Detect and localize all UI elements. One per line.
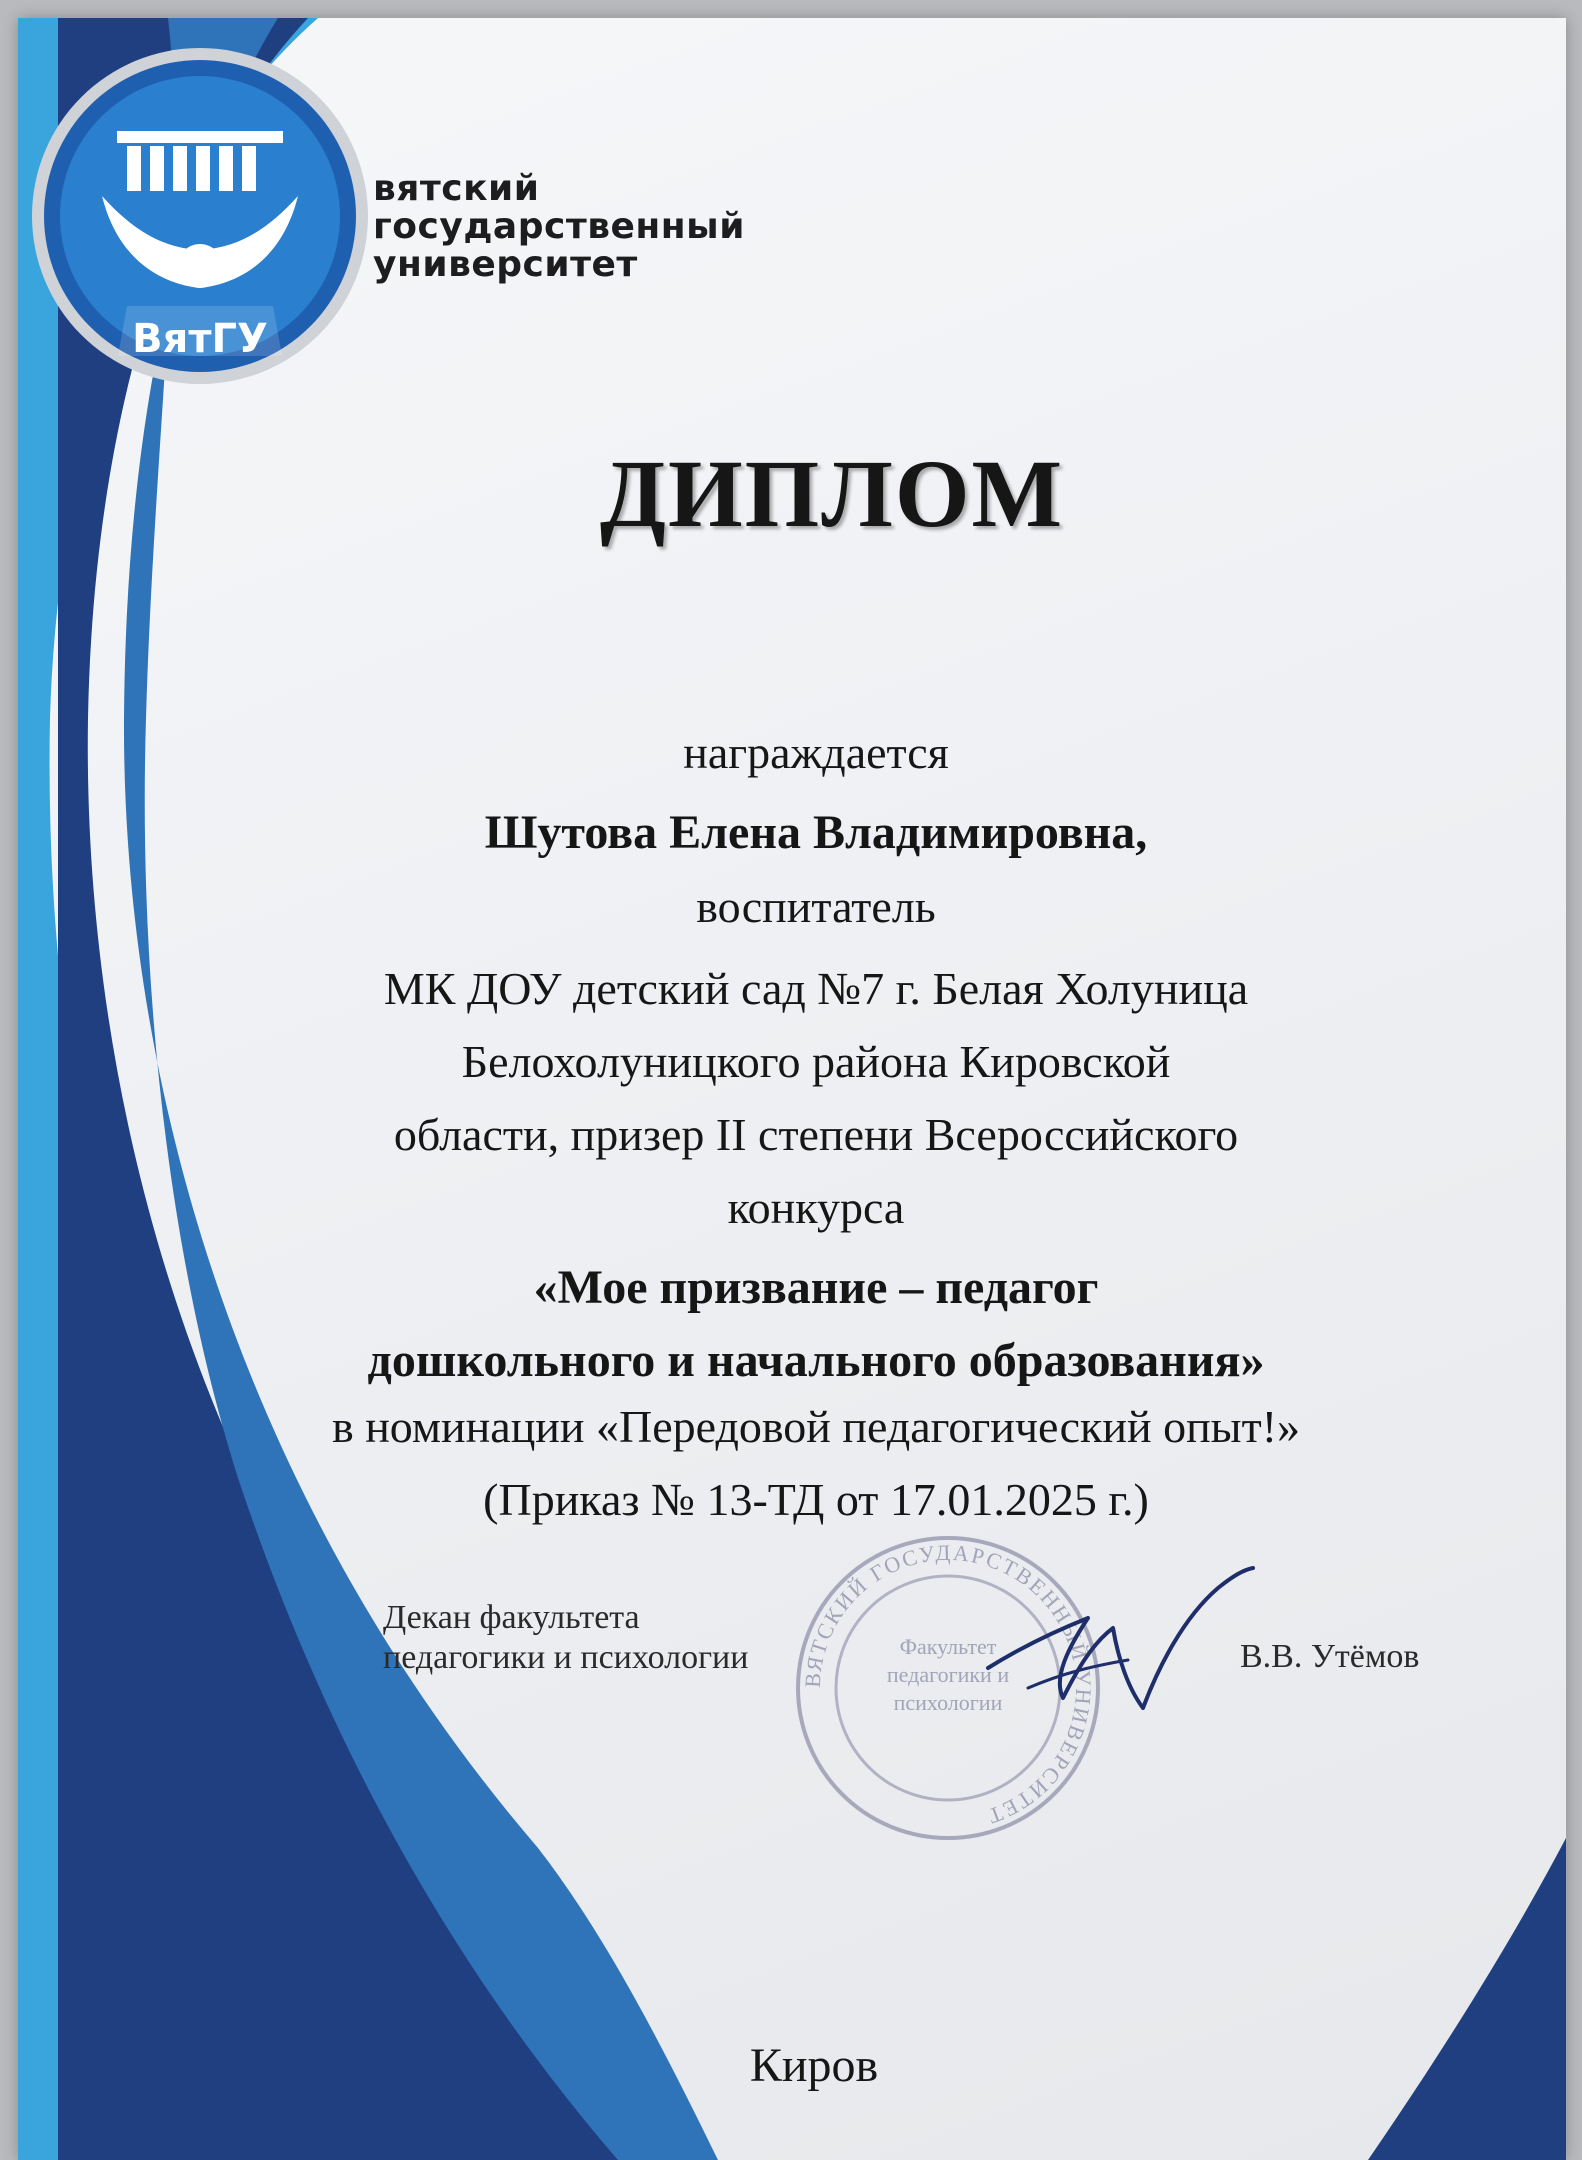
achievement-text: МК ДОУ детский сад №7 г. Белая Холуница Белохолуницкого района Кировской области, призер II степени Всероссийского конкурса — [383, 963, 1249, 1233]
city-label: Киров — [749, 2039, 879, 2092]
recipient-position: воспитатель — [696, 881, 936, 932]
diploma-sheet — [18, 18, 1566, 2160]
signatory-name: В.В. Утёмов — [1240, 1638, 1420, 1675]
stamp-inner-text: Факультет педагогики и психологии — [886, 1634, 1010, 1715]
order-reference: (Приказ № 13-ТД от 17.01.2025 г.) — [483, 1474, 1149, 1525]
handwritten-signature — [968, 1548, 1268, 1728]
swoosh-right-corner — [1368, 1838, 1566, 2160]
signatory-title: Декан факультета педагогики и психологии — [383, 1599, 749, 1676]
contest-title: «Мое призвание – педагог дошкольного и начального образования» — [367, 1261, 1265, 1387]
university-name: вятский государственный университет — [373, 168, 745, 285]
logo-text: ВятГУ — [132, 316, 268, 362]
diploma-title: ДИПЛОМ — [599, 440, 1065, 547]
stamp-outer-text: ВЯТСКИЙ ГОСУДАРСТВЕННЫЙ УНИВЕРСИТЕТ — [799, 1539, 1097, 1830]
awarded-label: награждается — [683, 727, 949, 778]
nomination-text: в номинации «Передовой педагогический опыт!» — [331, 1401, 1301, 1452]
recipient-name: Шутова Елена Владимировна, — [484, 806, 1148, 859]
vyatsu-logo — [32, 36, 372, 398]
